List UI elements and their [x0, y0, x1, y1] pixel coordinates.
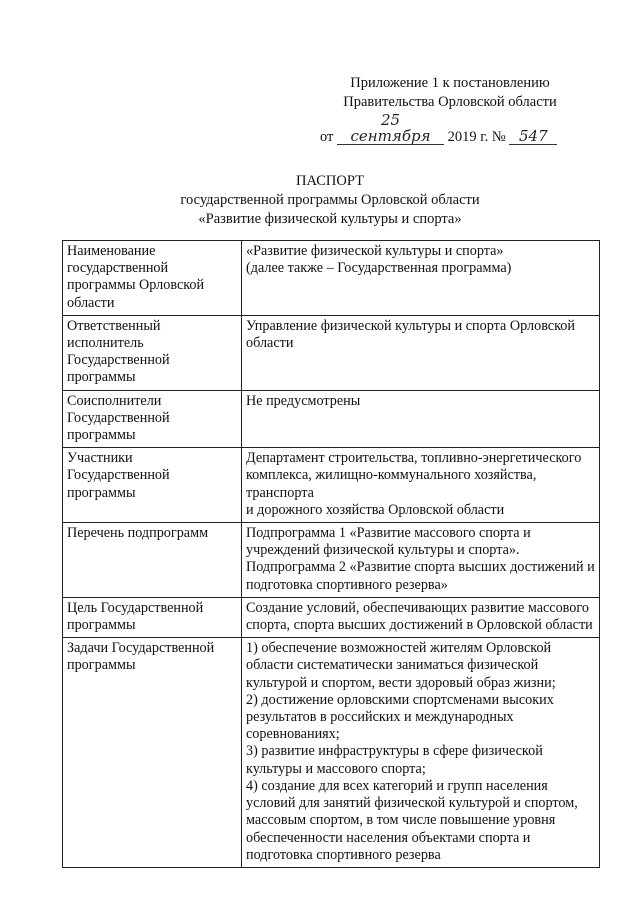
row-value-line: Департамент строительства, топливно-энергетического комплекса, жилищно-коммунального хозяйства, транспорта	[246, 450, 582, 501]
passport-table	[62, 240, 600, 868]
row-value	[242, 241, 600, 316]
table-row	[63, 638, 600, 868]
year-text: 2019 г. №	[447, 129, 506, 145]
table-row	[63, 523, 600, 598]
handwritten-date: 25 сентября	[337, 112, 444, 145]
table-row	[63, 597, 600, 637]
row-value-line: «Развитие физической культуры и спорта»	[246, 243, 504, 259]
row-label: Цель Государственной программы	[63, 597, 242, 637]
table-row	[63, 241, 600, 316]
row-value	[242, 523, 600, 598]
document-title	[60, 172, 600, 229]
from-prefix: от	[320, 129, 334, 145]
row-value	[242, 315, 600, 390]
row-label: Соисполнители Государственной программы	[63, 390, 242, 448]
row-value-line: (далее также – Государственная программа)	[246, 260, 512, 277]
table-row	[63, 390, 600, 448]
title-line-3: «Развитие физической культуры и спорта»	[198, 211, 462, 227]
row-label: Перечень подпрограмм	[63, 523, 242, 598]
row-value-line: 3) развитие инфраструктуры в сфере физической культуры и массового спорта;	[246, 743, 543, 777]
table-row	[63, 315, 600, 390]
title-line-1: ПАСПОРТ	[296, 173, 364, 189]
row-value	[242, 390, 600, 448]
handwritten-number: 547	[509, 128, 557, 145]
row-label: Участники Государственной программы	[63, 448, 242, 523]
row-label: Задачи Государственной программы	[63, 638, 242, 868]
row-value-line: 2) достижение орловскими спортсменами высоких результатов в российских и международных соревнованиях;	[246, 691, 554, 743]
annex-line-1: Приложение 1 к постановлению	[350, 75, 550, 91]
row-value	[242, 448, 600, 523]
row-value-line: и дорожного хозяйства Орловской области	[246, 501, 505, 518]
row-value-line: Не предусмотрены	[246, 392, 361, 409]
row-value	[242, 597, 600, 637]
row-value-line: Подпрограмма 1 «Развитие массового спорта и учреждений физической культуры и спорта».	[246, 525, 531, 559]
row-value	[242, 638, 600, 868]
row-label: Ответственный исполнитель Государственной программы	[63, 315, 242, 390]
annex-header	[300, 74, 600, 147]
row-value-line: 1) обеспечение возможностей жителям Орловской области систематически заниматься физической культурой и спортом, вести здоровый образ жизни;	[246, 640, 556, 691]
annex-date-line	[300, 112, 600, 147]
table-row	[63, 448, 600, 523]
row-value-line: 4) создание для всех категорий и групп населения условий для занятий физической культурой и спортом, массовым спортом, в том числе повышение уровня обеспеченности населения объектами спорта и подготовка спортивного резерва	[246, 777, 578, 863]
row-value-line: Подпрограмма 2 «Развитие спорта высших достижений и подготовка спортивного резерва»	[246, 559, 595, 593]
annex-line-2: Правительства Орловской области	[343, 94, 557, 110]
row-value-line: Создание условий, обеспечивающих развитие массового спорта, спорта высших достижений в Орловской области	[246, 599, 593, 634]
row-label: Наименование государственной программы Орловской области	[63, 241, 242, 316]
title-line-2: государственной программы Орловской области	[180, 192, 480, 208]
row-value-line: Управление физической культуры и спорта Орловской области	[246, 317, 575, 352]
